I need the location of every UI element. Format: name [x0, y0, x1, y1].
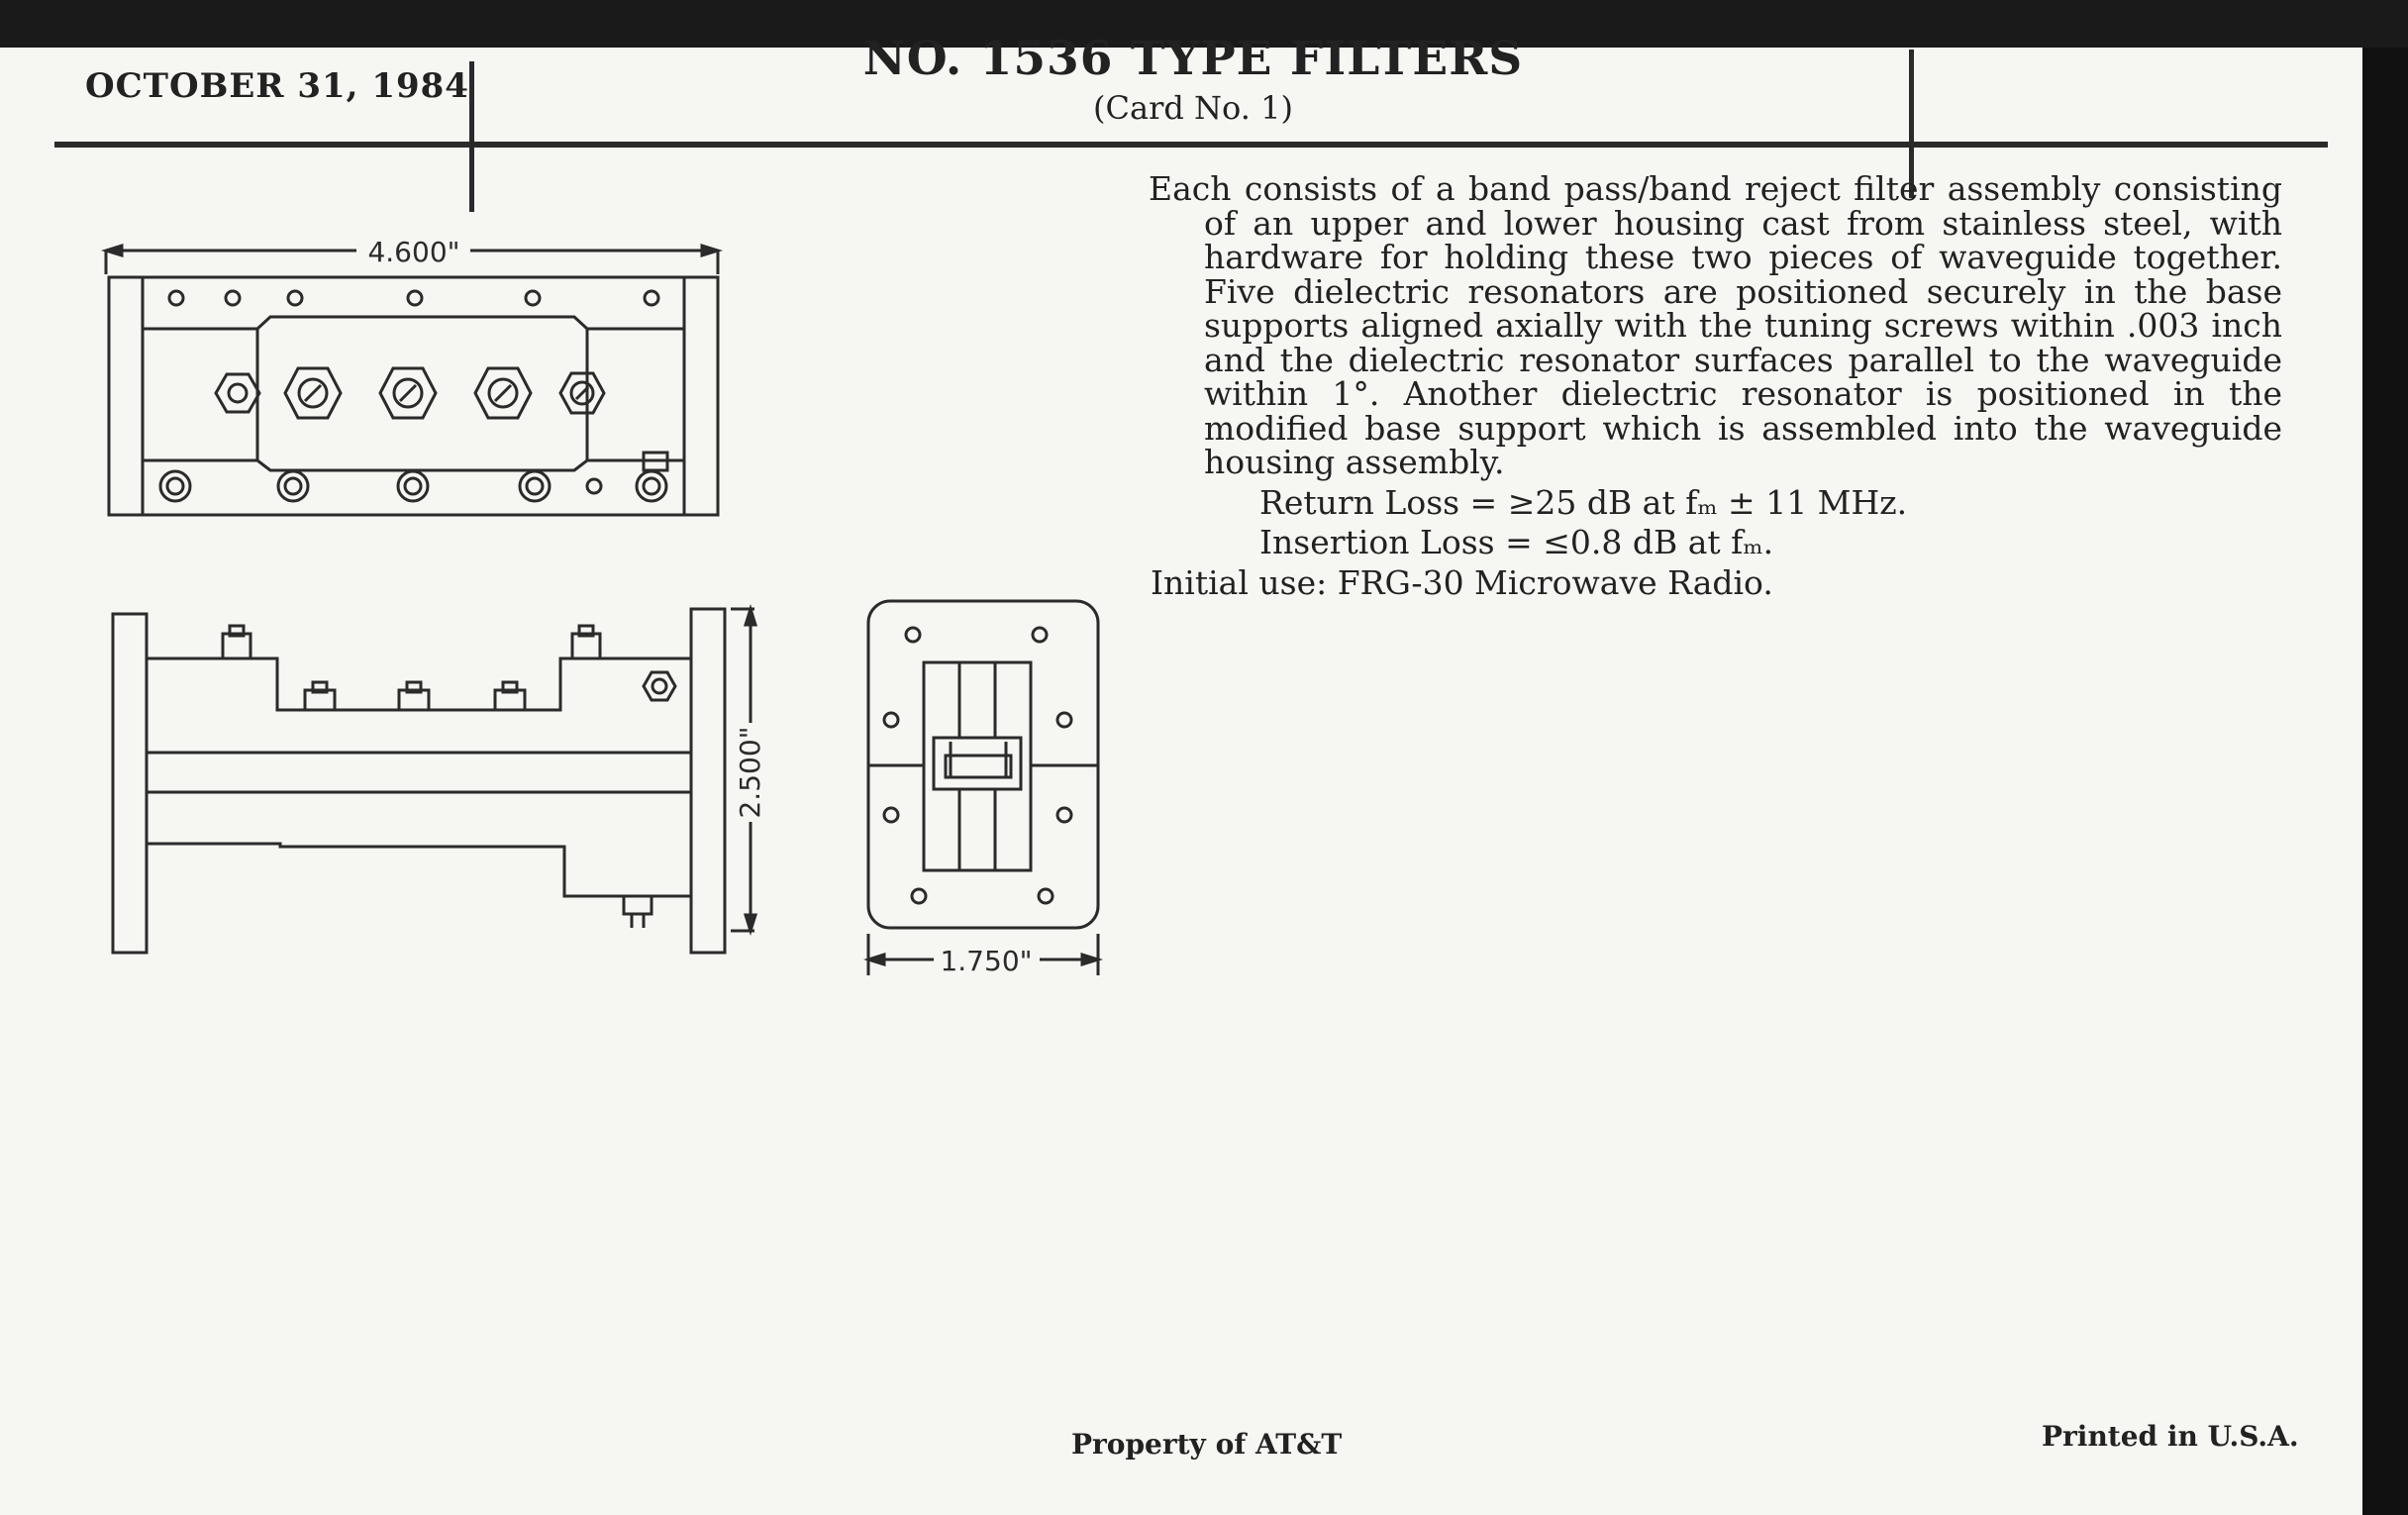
property-notice: Property of AT&T — [1071, 1428, 1343, 1461]
scan-edge — [2362, 48, 2408, 1515]
top-row-screws — [169, 291, 658, 305]
filter-drawing — [89, 223, 1208, 985]
card-number: (Card No. 1) — [1093, 89, 1293, 127]
insertion-loss-spec: Insertion Loss = ≤0.8 dB at fₘ. — [1259, 523, 1774, 561]
side-view — [113, 609, 766, 953]
page-title: NO. 1536 TYPE FILTERS — [862, 32, 1524, 86]
tuning-screws — [216, 368, 604, 418]
side-view-screws — [223, 626, 675, 928]
printed-notice: Printed in U.S.A. — [2042, 1420, 2299, 1453]
card-date: OCTOBER 31, 1984 — [85, 66, 469, 106]
initial-use: Initial use: FRG-30 Microwave Radio. — [1151, 562, 1773, 602]
description-text: Each consists of a band pass/band reject filter assembly consisting of an upper and lower housing cast from stainless steel, with hardware for holding these two pieces of waveguide together. Five dielectric resonators are positioned securely in the base supports aligned axially with the tuning screws within .003 inch and the dielectric resonator surfaces parallel to the waveguide within 1°. Another dielectric resonator is positioned in the modified base support which is assembled into the waveguide housing assembly. — [1149, 169, 2282, 481]
description-block — [1149, 169, 2282, 602]
dim-length-label: 4.600" — [367, 236, 460, 268]
top-view — [106, 236, 718, 515]
dim-width-label: 1.750" — [940, 945, 1033, 977]
end-view — [868, 601, 1098, 977]
dim-height-label: 2.500" — [734, 726, 766, 819]
return-loss-spec: Return Loss = ≥25 dB at fₘ ± 11 MHz. — [1259, 482, 1908, 522]
header-rule — [54, 142, 2328, 148]
header-divider-left — [469, 61, 474, 212]
